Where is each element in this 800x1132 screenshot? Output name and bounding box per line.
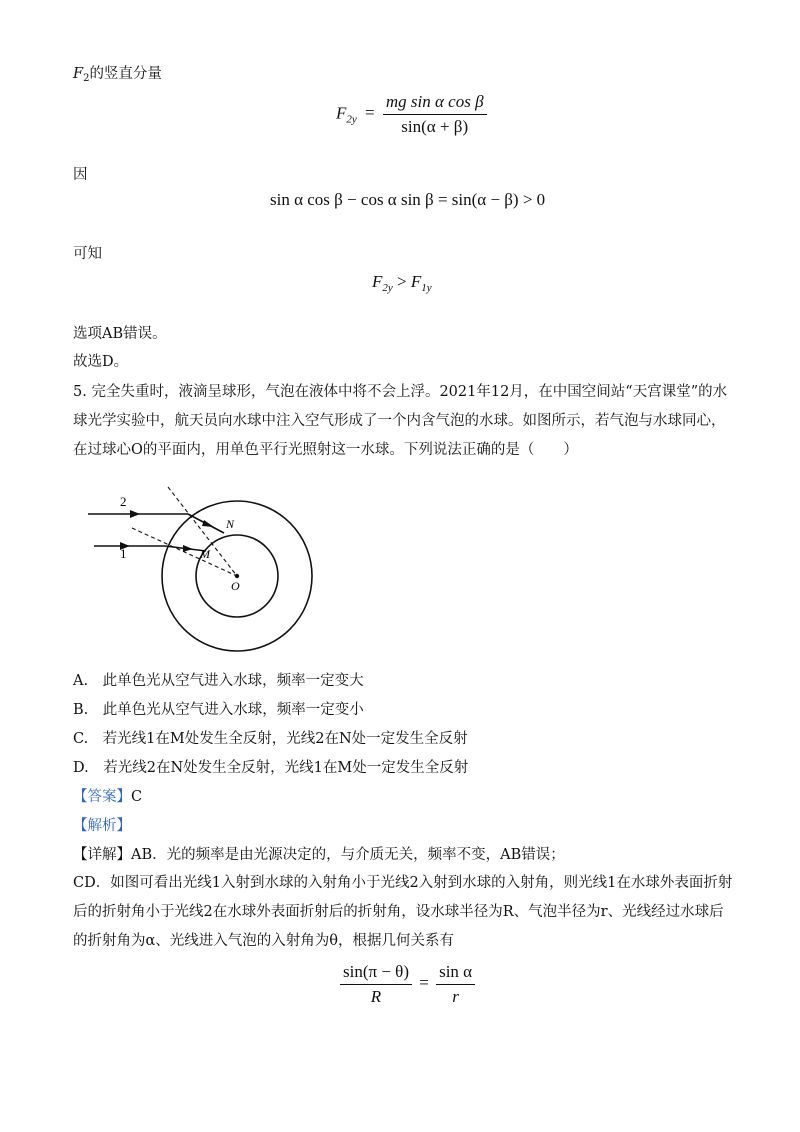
- because-text: 因: [73, 167, 88, 183]
- option-c: C. 若光线1在M处发生全反射，光线2在N处一定发生全反射: [73, 731, 468, 747]
- ray-2-refracted-arrow-icon: [202, 520, 214, 527]
- ray-1-label: 1: [120, 546, 127, 561]
- option-d: D. 若光线2在N处发生全反射，光线1在M处一定发生全反射: [73, 760, 469, 776]
- water-ball-diagram: [80, 484, 330, 654]
- ray-1-normal: [132, 528, 237, 576]
- ray-2-normal: [168, 487, 237, 576]
- answer-line: [73, 787, 142, 807]
- point-o-label: O: [231, 579, 240, 593]
- ray-1-refracted-arrow-icon: [183, 545, 193, 552]
- equation-f2y-gt-f1y: $F_{2y} > F_{1y}$: [372, 272, 432, 294]
- point-m-label: M: [200, 547, 210, 561]
- option-b: B. 此单色光从空气进入水球，频率一定变小: [73, 702, 364, 718]
- answer-value: C: [131, 789, 143, 805]
- analysis-label: 【解析】: [73, 818, 131, 834]
- ab-wrong-text: 选项AB错误。: [73, 326, 167, 342]
- cd-analysis-text: CD．如图可看出光线1入射到水球的入射角小于光线2入射到水球的入射角，则光线1在水球外表面折射后的折射角小于光线2在水球外表面折射后的折射角，设水球半径为R、气泡半径为r、光线经过水球后的折射角为α、光线进入气泡的入射角为θ，根据几何关系有: [73, 875, 733, 949]
- point-n-label: N: [226, 517, 235, 531]
- ray-2-label: 2: [120, 494, 127, 509]
- option-a: A. 此单色光从空气进入水球，频率一定变大: [73, 673, 364, 689]
- detail-text: AB．光的频率是由光源决定的，与介质无关，频率不变，AB错误；: [131, 847, 565, 863]
- choose-d-text: 故选D。: [73, 354, 129, 370]
- detail-line: [73, 845, 565, 865]
- ray-2-arrow-icon: [130, 510, 140, 518]
- f2-vertical-component-text: $F_2$的竖直分量: [73, 66, 162, 84]
- equation-sine-ratio: $\frac{\sin(\pi - \theta)}{R}$ = $\frac{\text{sin α}}{r}$: [340, 962, 475, 1007]
- equation-f2y: $F_{2y}$ = $\frac{\text{mg sin α cos β}}{\sin(\alpha + \beta)}$: [336, 92, 487, 137]
- equation-sin-difference: sin α cos β − cos α sin β = sin(α − β) > 0: [270, 190, 546, 209]
- hence-text: 可知: [73, 246, 102, 262]
- answer-label: 【答案】: [73, 789, 131, 805]
- question-5-text: 5. 完全失重时，液滴呈球形，气泡在液体中将不会上浮。2021年12月，在中国空间站“天宫课堂”的水球光学实验中，航天员向水球中注入空气形成了一个内含气泡的水球。如图所示，若气泡与水球同心，在过球心O的平面内，用单色平行光照射这一水球。下列说法正确的是（ ）: [73, 384, 728, 458]
- detail-label: 【详解】: [73, 847, 131, 863]
- equation-f2y-fraction: $\frac{\text{mg sin α cos β}}{\sin(\alpha + \beta)}$: [383, 92, 487, 137]
